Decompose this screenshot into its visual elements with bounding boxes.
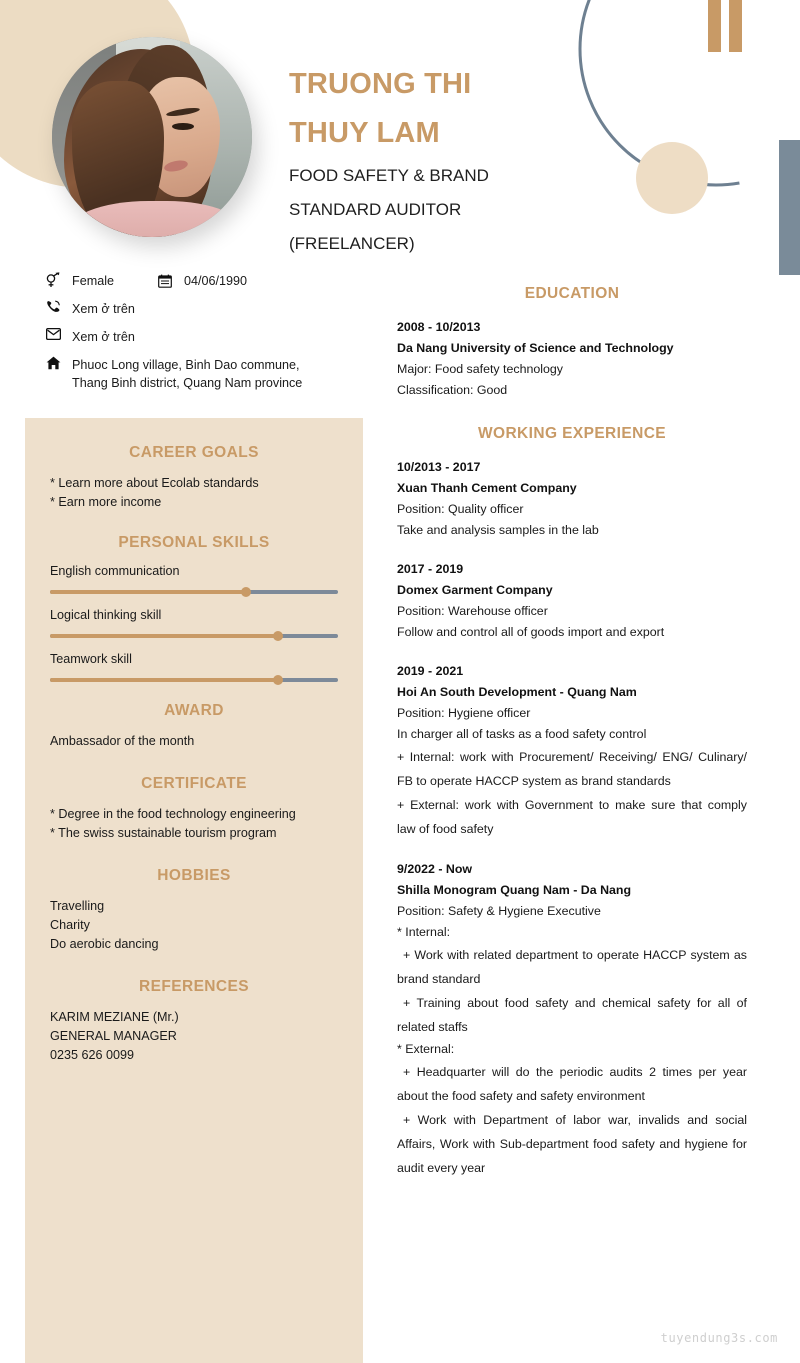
watermark: tuyendung3s.com [660,1331,778,1345]
home-icon [46,356,72,370]
envelope-icon [46,328,72,340]
list-item: * Degree in the food technology engineering [50,807,296,821]
job-detail: + Internal: work with Procurement/ Receiving/ ENG/ Culinary/ FB to operate HACCP system as brand standards [397,750,747,788]
page-title [289,60,649,259]
list-item: Charity [50,918,90,932]
phone-icon [46,300,72,315]
job-position: Position: Safety & Hygiene Executive [397,904,601,918]
job-detail: * External: [397,1042,455,1056]
main-content [397,285,747,1198]
job-detail: + Training about food safety and chemical safety for all of related staffs [397,996,747,1034]
section-title-working-experience: WORKING EXPERIENCE [477,425,667,442]
education-classification: Classification: Good [397,383,508,397]
gender-icon [46,272,72,288]
list-item: Ambassador of the month [50,734,195,748]
education-date: 2008 - 10/2013 [397,320,481,334]
candidate-role-line3: (FREELANCER) [289,233,415,253]
tan-bar-right-icon [729,0,742,52]
list-item: GENERAL MANAGER [50,1029,177,1043]
job-detail: + Work with related department to operate HACCP system as brand standard [397,948,747,986]
list-item: * The swiss sustainable tourism program [50,826,277,840]
skills-list [50,564,338,682]
job-date: 10/2013 - 2017 [397,460,481,474]
avatar [52,37,252,237]
experience-entry [397,559,747,643]
job-detail: + External: work with Government to make sure that comply law of food safety [397,798,747,836]
section-title-education: EDUCATION [524,285,620,302]
sidebar-panel [25,418,363,1363]
list-item: KARIM MEZIANE (Mr.) [50,1010,179,1024]
list-item: Travelling [50,899,105,913]
phone-value: Xem ở trên [72,302,135,316]
experience-entry [397,661,747,841]
contact-row-email [46,328,376,346]
address-value [72,356,302,392]
calendar-icon [158,274,184,288]
skill-item [50,652,338,682]
education-entry [397,317,747,401]
skill-label: English communication [50,564,180,578]
job-position: Position: Warehouse officer [397,604,548,618]
skill-label: Teamwork skill [50,652,132,666]
section-title-hobbies: HOBBIES [157,867,231,884]
candidate-role-line1: FOOD SAFETY & BRAND [289,166,489,186]
contact-details [46,272,376,402]
job-position: Position: Hygiene officer [397,706,531,720]
section-title-award: AWARD [164,702,224,719]
skill-item [50,608,338,638]
address-line-1: Phuoc Long village, Binh Dao commune, [72,358,300,372]
section-title-references: REFERENCES [139,978,249,995]
slate-bar-shape [779,140,800,275]
gender-value: Female [72,274,114,288]
job-company: Xuan Thanh Cement Company [397,481,577,495]
experience-entry [397,859,747,1180]
skill-progress-bar [50,634,338,638]
birthdate-value: 04/06/1990 [184,274,248,288]
list-item: 0235 626 0099 [50,1048,135,1062]
education-school: Da Nang University of Science and Technology [397,341,674,355]
section-title-personal-skills: PERSONAL SKILLS [118,534,270,551]
list-item: * Earn more income [50,495,162,509]
job-detail: + Work with Department of labor war, invalids and social Affairs, Work with Sub-department food safety and hygiene for audit every year [397,1113,747,1175]
skill-item [50,564,338,594]
candidate-name-line2: THUY LAM [289,116,440,149]
job-date: 2017 - 2019 [397,562,464,576]
email-value: Xem ở trên [72,330,135,344]
education-major: Major: Food safety technology [397,362,563,376]
tan-bar-left-icon [708,0,721,52]
skill-progress-bar [50,678,338,682]
job-position: Position: Quality officer [397,502,524,516]
skill-label: Logical thinking skill [50,608,162,622]
job-detail: * Internal: [397,925,451,939]
list-item: Do aerobic dancing [50,937,159,951]
job-date: 2019 - 2021 [397,664,464,678]
career-goals-list [50,474,338,512]
job-detail: Follow and control all of goods import and export [397,625,665,639]
contact-row-phone [46,300,376,318]
contact-row-address [46,356,376,392]
job-date: 9/2022 - Now [397,862,473,876]
job-detail: In charger all of tasks as a food safety control [397,727,647,741]
job-company: Hoi An South Development - Quang Nam [397,685,637,699]
section-title-certificate: CERTIFICATE [141,775,247,792]
skill-progress-bar [50,590,338,594]
address-line-2: Thang Binh district, Quang Nam province [72,376,303,390]
contact-row-gender-birth [46,272,376,290]
experience-entry [397,457,747,541]
candidate-name-line1: TRUONG THI [289,68,472,100]
job-company: Domex Garment Company [397,583,553,597]
list-item: * Learn more about Ecolab standards [50,476,259,490]
candidate-role-line2: STANDARD AUDITOR [289,200,462,220]
job-detail: + Headquarter will do the periodic audits 2 times per year about the food safety and safety environment [397,1065,747,1103]
job-detail: Take and analysis samples in the lab [397,523,599,537]
section-title-career-goals: CAREER GOALS [129,444,259,461]
job-company: Shilla Monogram Quang Nam - Da Nang [397,883,632,897]
profile-photo [52,37,252,237]
